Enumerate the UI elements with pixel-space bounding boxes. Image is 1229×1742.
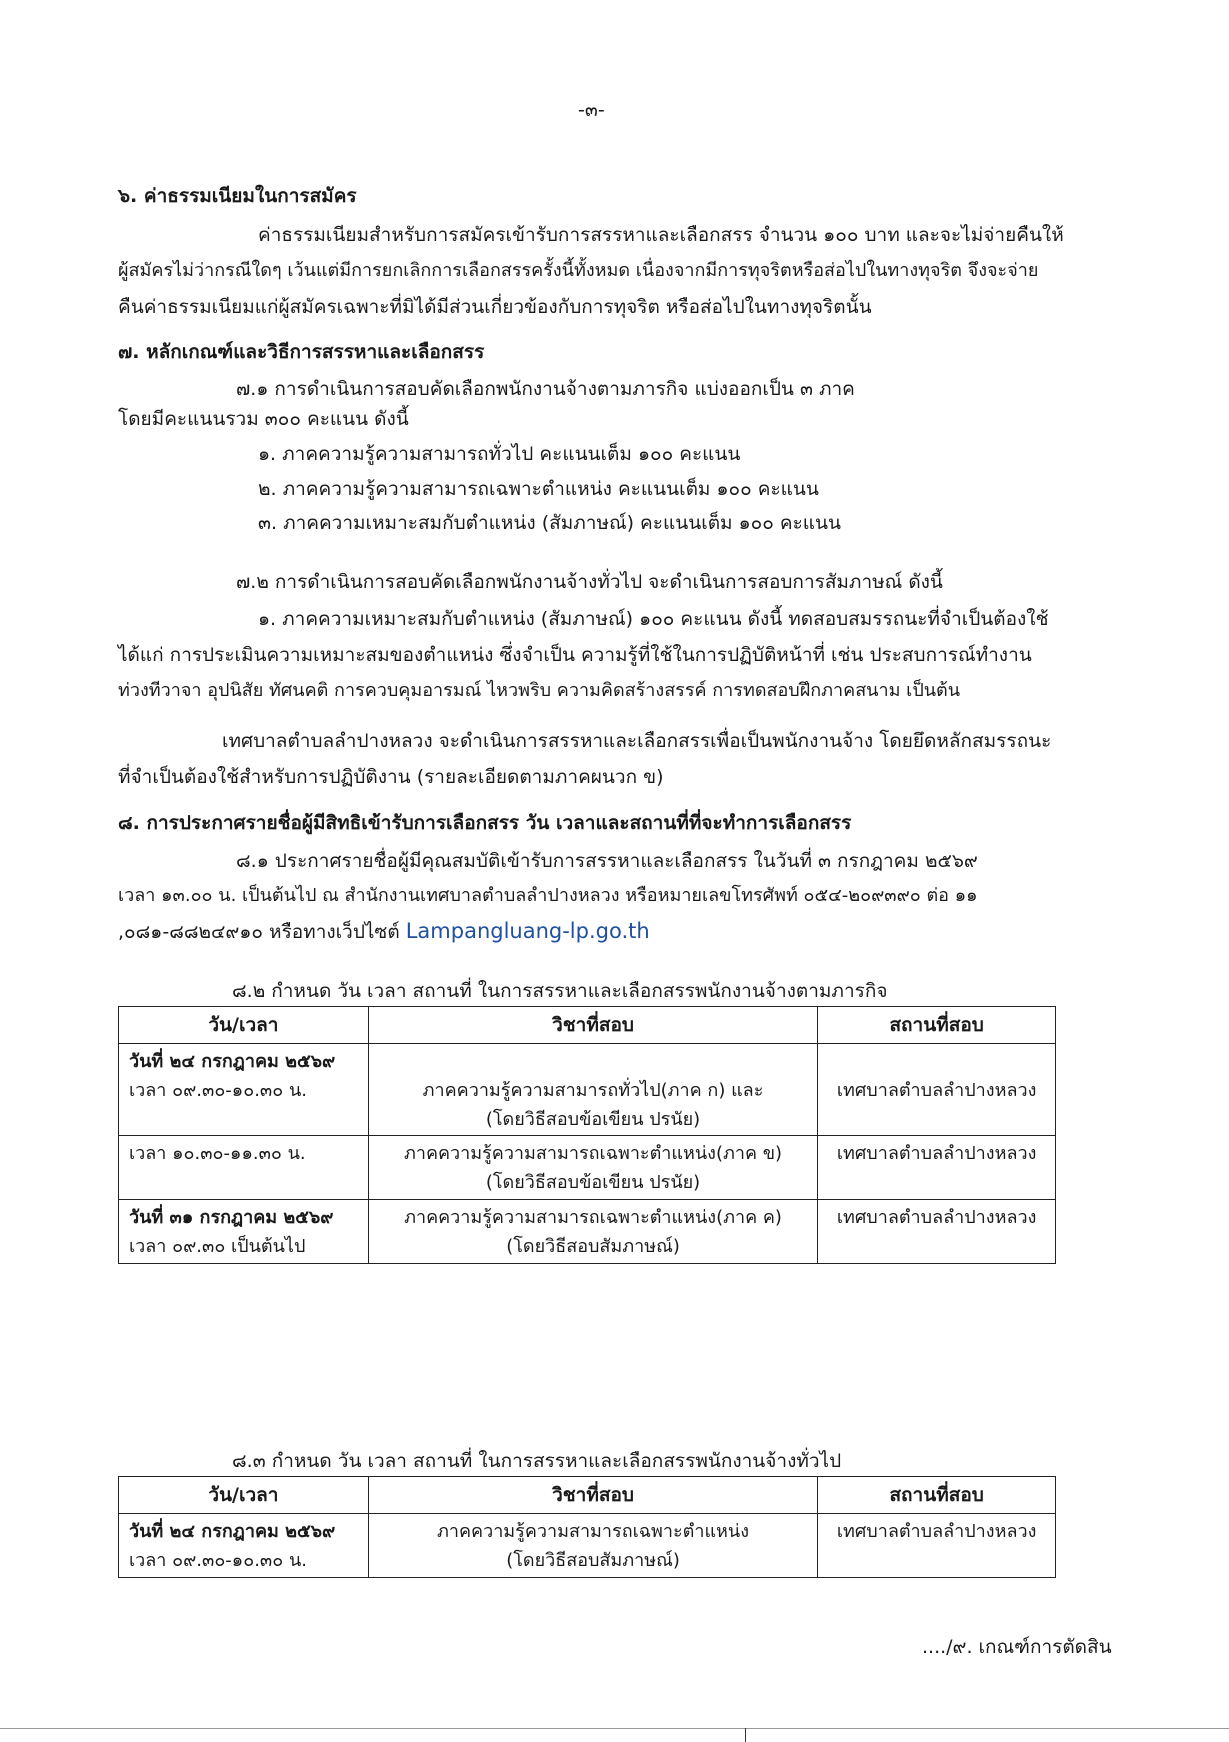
section-7-2-text: ๗.๒ การดำเนินการสอบคัดเลือกพนักงานจ้างทั่วไป จะดำเนินการสอบการสัมภาษณ์ ดังนี้ [236, 571, 943, 593]
header-date: วัน/เวลา [119, 1007, 369, 1044]
section-7-1-item: ๓. ภาคความเหมาะสมกับตำแหน่ง (สัมภาษณ์) คะแนนเต็ม ๑๐๐ คะแนน [258, 512, 842, 534]
section-8-1-text [118, 918, 650, 945]
table-row [119, 1514, 1056, 1578]
table-row [119, 1136, 1056, 1200]
section-7-1-item: ๑. ภาคความรู้ความสามารถทั่วไป คะแนนเต็ม ๑๐๐ คะแนน [258, 443, 741, 465]
section-6-text-line: คืนค่าธรรมเนียมแก่ผู้สมัครเฉพาะที่มิได้มีส่วนเกี่ยวข้องกับการทุจริต หรือส่อไปในทางทุจริตนั้น [118, 296, 872, 318]
header-place: สถานที่สอบ [818, 1477, 1056, 1514]
section-8-1-text: เวลา ๑๓.๐๐ น. เป็นต้นไป ณ สำนักงานเทศบาลตำบลลำปางหลวง หรือหมายเลขโทรศัพท์ ๐๕๔-๒๐๙๓๙๐ ต่อ ๑๑ [118, 885, 978, 906]
date-text: วันที่ ๒๔ กรกฎาคม ๒๕๖๙ [129, 1051, 336, 1072]
time-text: เวลา ๐๙.๓๐-๑๐.๓๐ น. [129, 1080, 307, 1101]
date-text: วันที่ ๒๔ กรกฎาคม ๒๕๖๙ [129, 1521, 336, 1542]
header-place: สถานที่สอบ [818, 1007, 1056, 1044]
subject-text: ภาคความรู้ความสามารถเฉพาะตำแหน่ง(ภาค ค) [404, 1207, 782, 1228]
header-subject: วิชาที่สอบ [368, 1477, 817, 1514]
section-7-closing: เทศบาลตำบลลำปางหลวง จะดำเนินการสรรหาและเลือกสรรเพื่อเป็นพนักงานจ้าง โดยยึดหลักสมรรถนะ [222, 730, 1052, 752]
header-subject: วิชาที่สอบ [368, 1007, 817, 1044]
section-6-heading: ๖. ค่าธรรมเนียมในการสมัคร [118, 185, 357, 207]
section-7-closing: ที่จำเป็นต้องใช้สำหรับการปฏิบัติงาน (รายละเอียดตามภาคผนวก ข) [118, 766, 664, 788]
subject-cell [368, 1200, 817, 1264]
section-8-heading: ๘. การประกาศรายชื่อผู้มีสิทธิเข้ารับการเลือกสรร วัน เวลาและสถานที่ที่จะทำการเลือกสรร [118, 812, 852, 834]
section-7-2-item-cont: ได้แก่ การประเมินความเหมาะสมของตำแหน่ง ซึ่งจำเป็น ความรู้ที่ใช้ในการปฏิบัติหน้าที่ เช่น ประสบการณ์ทำงาน [118, 644, 1032, 666]
contact-text: ,๐๘๑-๘๘๒๔๙๑๐ หรือทางเว็ปไซต์ [118, 921, 400, 943]
section-6-text-line: ค่าธรรมเนียมสำหรับการสมัครเข้ารับการสรรหาและเลือกสรร จำนวน ๑๐๐ บาท และจะไม่จ่ายคืนให้ [258, 224, 1064, 246]
website-link[interactable]: Lampangluang-lp.go.th [405, 919, 650, 943]
time-text: เวลา ๐๙.๓๐ เป็นต้นไป [129, 1236, 306, 1257]
section-7-2-item-cont: ท่วงทีวาจา อุปนิสัย ทัศนคติ การควบคุมอารมณ์ ไหวพริบ ความคิดสร้างสรรค์ การทดสอบฝึกภาคสนาม เป็นต้น [118, 680, 961, 701]
header-date: วัน/เวลา [119, 1477, 369, 1514]
section-7-2-item: ๑. ภาคความเหมาะสมกับตำแหน่ง (สัมภาษณ์) ๑๐๐ คะแนน ดังนี้ ทดสอบสมรรถนะที่จำเป็นต้องใช้ [258, 608, 1049, 630]
place-cell: เทศบาลตำบลลำปางหลวง [818, 1136, 1056, 1200]
subject-cell [368, 1514, 817, 1578]
table-header-row [119, 1007, 1056, 1044]
method-text: (โดยวิธีสอบข้อเขียน ปรนัย) [485, 1109, 701, 1130]
section-6-text-line: ผู้สมัครไม่ว่ากรณีใดๆ เว้นแต่มีการยกเลิกการเลือกสรรครั้งนี้ทั้งหมด เนื่องจากมีการทุจริตหรือส่อไปในทางทุจริต จึงจะจ่าย [118, 260, 1039, 281]
method-text: (โดยวิธีสอบสัมภาษณ์) [506, 1550, 680, 1571]
bottom-edge-line [0, 1728, 1229, 1729]
subject-text: ภาคความรู้ความสามารถเฉพาะตำแหน่ง [437, 1521, 749, 1542]
schedule-table-8-2 [118, 1006, 1056, 1264]
table-row [119, 1200, 1056, 1264]
time-text: เวลา ๑๐.๓๐-๑๑.๓๐ น. [129, 1143, 306, 1164]
place-cell: เทศบาลตำบลลำปางหลวง [818, 1044, 1056, 1136]
subject-text: ภาคความรู้ความสามารถเฉพาะตำแหน่ง(ภาค ข) [403, 1143, 783, 1164]
bottom-edge-mark [745, 1728, 746, 1742]
date-text: วันที่ ๓๑ กรกฎาคม ๒๕๖๙ [129, 1207, 334, 1228]
time-text: เวลา ๐๙.๓๐-๑๐.๓๐ น. [129, 1550, 307, 1571]
section-7-heading: ๗. หลักเกณฑ์และวิธีการสรรหาและเลือกสรร [118, 341, 485, 363]
place-cell: เทศบาลตำบลลำปางหลวง [818, 1200, 1056, 1264]
section-7-1-item: ๒. ภาคความรู้ความสามารถเฉพาะตำแหน่ง คะแนนเต็ม ๑๐๐ คะแนน [258, 478, 819, 500]
date-cell [119, 1136, 369, 1200]
date-cell [119, 1514, 369, 1578]
page-number: -๓- [578, 99, 605, 121]
date-cell [119, 1200, 369, 1264]
method-text: (โดยวิธีสอบข้อเขียน ปรนัย) [485, 1172, 701, 1193]
table1-caption: ๘.๒ กำหนด วัน เวลา สถานที่ ในการสรรหาและเลือกสรรพนักงานจ้างตามภารกิจ [232, 980, 888, 1002]
place-cell: เทศบาลตำบลลำปางหลวง [818, 1514, 1056, 1578]
table-row [119, 1044, 1056, 1136]
section-7-1-total: โดยมีคะแนนรวม ๓๐๐ คะแนน ดังนี้ [118, 408, 409, 430]
section-8-1-text: ๘.๑ ประกาศรายชื่อผู้มีคุณสมบัติเข้ารับการสรรหาและเลือกสรร ในวันที่ ๓ กรกฎาคม ๒๕๖๙ [236, 850, 978, 872]
next-page-reference: ..../๙. เกณฑ์การตัดสิน [922, 1636, 1112, 1658]
table2-caption: ๘.๓ กำหนด วัน เวลา สถานที่ ในการสรรหาและเลือกสรรพนักงานจ้างทั่วไป [232, 1450, 842, 1472]
subject-text: ภาคความรู้ความสามารถทั่วไป(ภาค ก) และ [422, 1080, 764, 1101]
method-text: (โดยวิธีสอบสัมภาษณ์) [506, 1236, 680, 1257]
section-7-1-text: ๗.๑ การดำเนินการสอบคัดเลือกพนักงานจ้างตามภารกิจ แบ่งออกเป็น ๓ ภาค [236, 378, 855, 400]
subject-cell [368, 1136, 817, 1200]
subject-cell [368, 1044, 817, 1136]
date-cell [119, 1044, 369, 1136]
table-header-row [119, 1477, 1056, 1514]
schedule-table-8-3 [118, 1476, 1056, 1578]
